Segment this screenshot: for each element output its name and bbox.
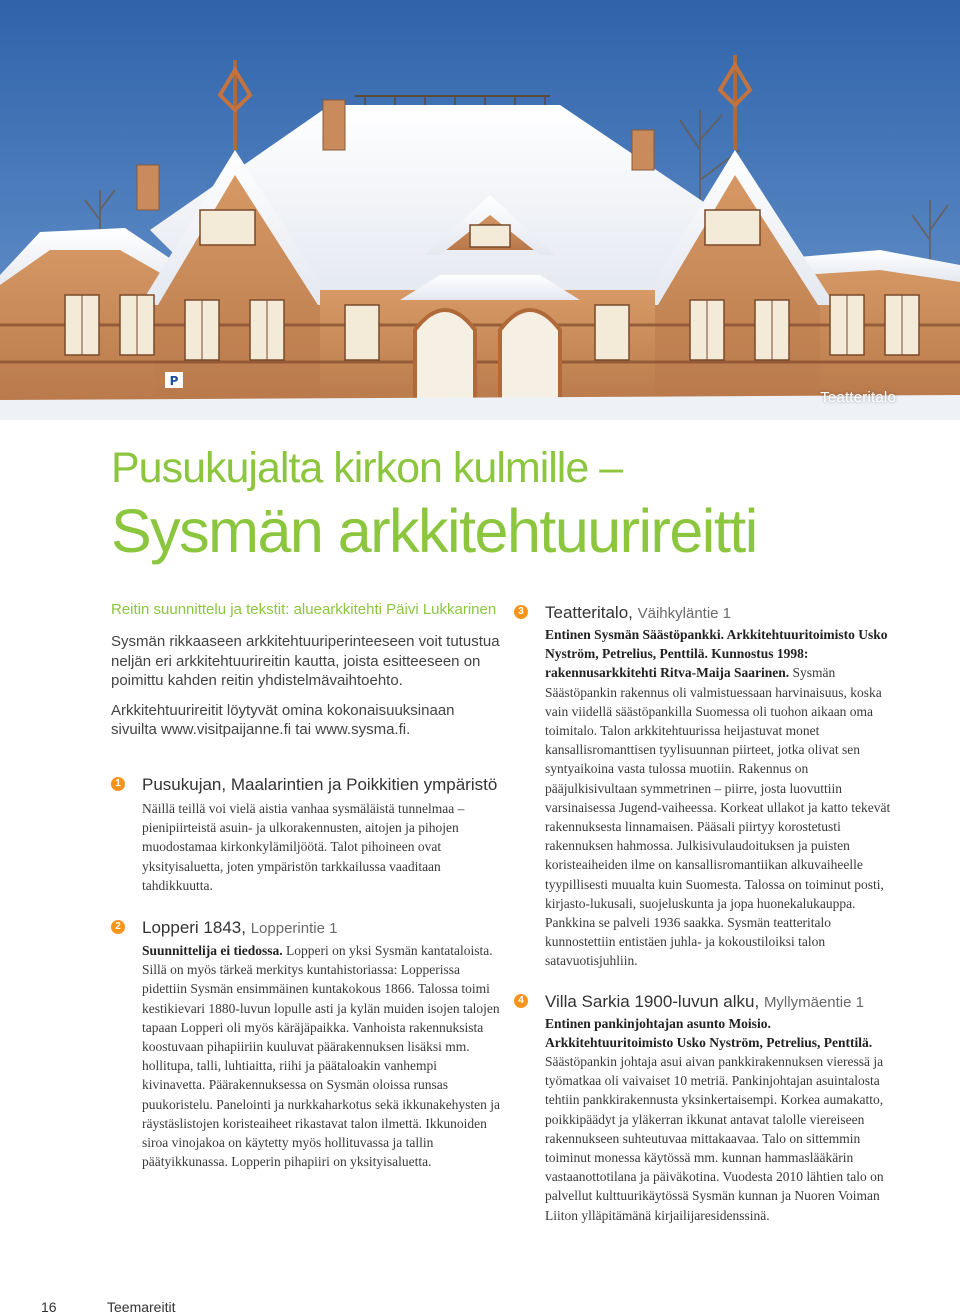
site-3: [514, 602, 892, 971]
site-description: [545, 1014, 892, 1225]
intro-links-paragraph: Arkkitehtuurireitit löytyvät omina kokonaisuuksinaan sivuilta www.visitpaijanne.fi tai www.sysma.fi.: [111, 701, 455, 739]
site-title: [142, 917, 501, 939]
site-1: [111, 774, 501, 895]
site-4: [514, 991, 892, 1225]
site-body: Lopperi on yksi Sysmän kantataloista. Sillä on myös tärkeä merkitys kuntahistoriassa: Lopperissa pidettiin Sysmän ensimmäinen kuntakokous 1866. Talossa toimi kestikievari 1880-luvun lopulle asti ja kylän muiden isojen talojen tapaan Lopperi oli myös käräjäpaikka. Vanhoista rakennuksista koostuvaan pihapiiriin kuuluvat päärakennuksen lisäksi mm. hollitupa, talli, luhtiaitta, riihi ja päätaloakin vanhempi kivinavetta. Päärakennuksessa on Sysmän oloissa runsas puukoristelu. Panelointi ja nurkkaharkotus sekä ikkunakehysten ja räystäslistojen koristeaiheet rikastavat talon ilmettä. Ikkunoiden siroa vinojakoa on käytetty myös hollituvassa ja tallin päätyikkunassa. Lopperin pihapiiri on yksityisaluetta.: [142, 942, 501, 1170]
site-body: Säästöpankin johtaja asui aivan pankkirakennuksen vieressä ja työmatkaa oli vaivaiset 10 metriä. Pankinjohtajan asuintalosta tehtiin pankkirakennusta yksinkertaisempi. Korkea aumakatto, poikkipäädyt ja yläkerran ikkunat antavat talolle viereiseen rakennukseen suhteutuvaa mittakaavaa. Talo on sittemmin toiminut monessa käytössä mm. kunnan hammaslääkärin vastaanottotilana ja päiväkotina. Vuodesta 2010 lähtien talo on palvellut kulttuurikäytössä Sysmän kunnan ja Nuoren Voiman Liiton ylläpitämänä kirjailijaresidenssinä.: [545, 1054, 884, 1223]
site-address: Väihkyläntie 1: [637, 605, 732, 622]
site-address: Lopperintie 1: [250, 919, 338, 937]
site-description: [545, 625, 892, 971]
site-title-text: Lopperi 1843,: [142, 917, 246, 937]
credits: Reitin suunnittelu ja tekstit: aluearkkitehti Päivi Lukkarinen: [111, 601, 497, 618]
site-lead: Entinen pankinjohtajan asunto Moisio. Arkkitehtuuritoimisto Usko Nyström, Petrelius, Penttilä.: [545, 1015, 873, 1050]
site-title-text: Villa Sarkia 1900-luvun alku,: [545, 991, 760, 1011]
footer-section-label: Teemareitit: [107, 1299, 176, 1315]
building-illustration: [0, 0, 960, 420]
page-number: 16: [41, 1299, 57, 1315]
site-lead: Entinen Sysmän Säästöpankki. Arkkitehtuuritoimisto Usko Nyström, Petrelius, Penttilä. Kunnostus 1998: rakennusarkkitehti Ritva-Maija Saarinen.: [545, 627, 888, 681]
site-title-text: Teatteritalo,: [545, 603, 633, 622]
site-description: [142, 941, 501, 1171]
site-lead: Suunnittelija ei tiedossa.: [142, 942, 283, 958]
site-body: Sysmän Säästöpankin rakennus oli valmistuessaan harvinaisuus, koska vain viidellä säästöpankilla Suomessa oli tuohon aikaan oma toimitalo. Talon arkkitehtuurissa heijastuvat monet kansallisromanttisen tyylisuunnan piirteet, jotka olivat sen syntyaikoina vasta tulossa muotiin. Rakennus on pääjulkisivultaan symmetrinen – piirre, josta luovuttiin varsinaisessa Jugend-vaiheessa. Korkeat ullakot ja katto tekevät rakennuksesta linnamaisen. Pääsali piirtyy korostetusti rakennuksen hahmossa. Julkisivulaudoituksen ja puisten koristeaiheiden ilme on kansallisromantiikan alkuvaiheelle tyypillisesti muualta kuin Suomesta. Talossa on toiminut posti, kirjasto-lukusali, suojeluskunta ja jopa huonekalukauppa. Pankkina se palveli 1936 saakka. Sysmän teatteritalo kunnostettiin entistäen juhla- ja kokoustiloiksi talon satavuotisjuhliin.: [545, 665, 891, 969]
site-title: [545, 602, 892, 624]
site-title: [142, 774, 501, 795]
site-number-badge: 1: [111, 777, 125, 791]
intro: [111, 632, 501, 740]
header-photo: [0, 0, 960, 420]
site-address: Myllymäentie 1: [763, 993, 864, 1011]
site-number-badge: 4: [514, 994, 528, 1008]
intro-paragraph: Sysmän rikkaaseen arkkitehtuuriperinteeseen voit tutustua neljän eri arkkitehtuurireitin kautta, joista esitteeseen on poimittu kahden reitin yhdistelmävaihtoehto.: [111, 633, 500, 690]
svg-text:P: P: [169, 374, 179, 388]
site-number-badge: 2: [111, 920, 125, 934]
site-description: Näillä teillä voi vielä aistia vanhaa sysmäläistä tunnelmaa – pienipiirteistä asuin- ja ulkorakennusten, aitojen ja pihojen muodostamaa kirkonkylämiljöötä. Talot pihoineen ovat yksityisaluetta, joten ympäristön tarkkailussa vaaditaan tahdikkuutta.: [142, 800, 465, 893]
right-column: [514, 602, 892, 1225]
left-column: [111, 600, 501, 1171]
photo-caption: Teatteritalo: [820, 389, 896, 406]
site-2: [111, 917, 501, 1171]
site-number-badge: 3: [514, 605, 528, 619]
page-title-line2: Sysmän arkkitehtuurireitti: [111, 497, 757, 565]
page-title-line1: Pusukujalta kirkon kulmille –: [111, 444, 623, 492]
site-title: [545, 991, 892, 1013]
site-title-text: Pusukujan, Maalarintien ja Poikkitien ympäristö: [142, 774, 498, 794]
